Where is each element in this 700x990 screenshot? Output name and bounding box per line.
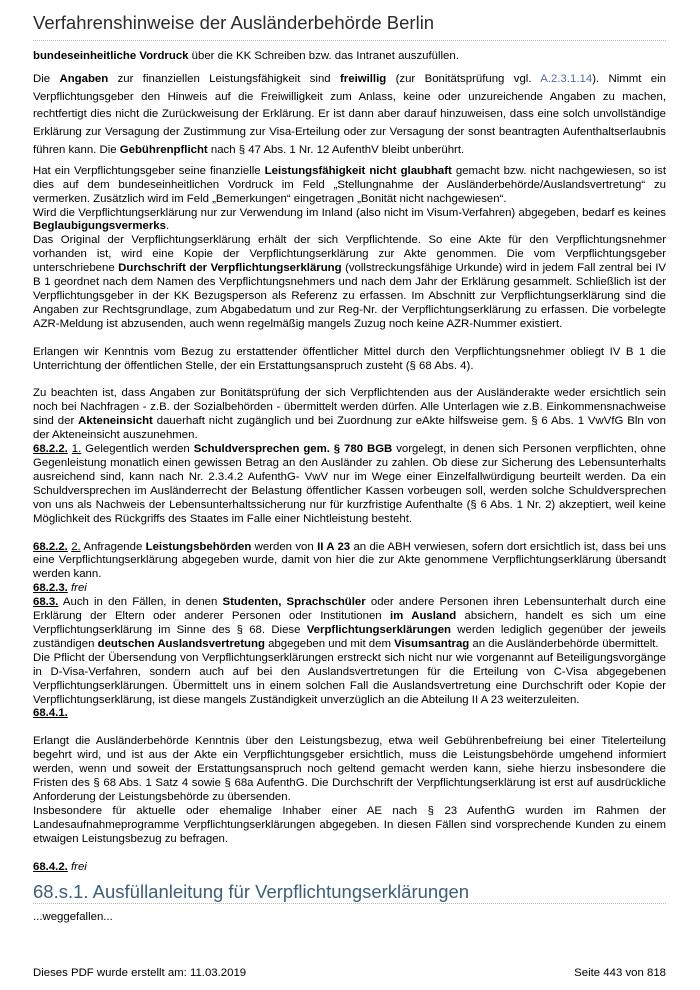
section-ref[interactable]: 68.2.2.	[33, 540, 68, 553]
paragraph-landesaufnahme: Insbesondere für aktuelle oder ehemalige Inhaber einer AE nach § 23 AufenthG wurden im Rahmen der Landesaufnahmeprogramme Verpflichtungserklärungen abgegeben. In diesen Fällen sind vorsprechende Kunden zu einem etwaigen Leistungsbezug zu befragen.	[33, 804, 666, 845]
section-68-2-3: 68.2.3. frei	[33, 582, 87, 595]
section-divider	[33, 903, 666, 904]
footer-page-number: Seite 443 von 818	[574, 967, 666, 979]
paragraph-leistungsfaehigkeit: Hat ein Verpflichtungsgeber seine finanzielle Leistungsfähigkeit nicht glaubhaft gemacht bzw. nicht nachgewiesen, so ist dies auf dem bundeseinheitlichen Vordruck im Feld „Stellungnahme der Ausländerbehörde/Auslandsvertretung“ zu vermerken. Zusätzlich wird im Feld „Bemerkungen“ eingetragen „Bonität nicht nachgewiesen“.	[33, 164, 666, 205]
section-ref[interactable]: 68.4.2.	[33, 860, 68, 873]
paragraph-bonitaet: Zu beachten ist, dass Angaben zur Bonitätsprüfung der sich Verpflichtenden aus der Ausländerakte weder ersichtlich sein noch bei Nachfragen - z.B. der Sozialbehörden - übermittelt werden dürfen. Alle Unterlagen wie z.B. Einkommensnachweise sind der Akteneinsicht dauerhaft nicht zugänglich und bei Zuordnung zur eAkte hilfsweise gem. § 6 Abs. 1 VwVfG Bln von der Akteneinsicht auszunehmen.	[33, 387, 666, 442]
paragraph-c-visa: Die Pflicht der Übersendung von Verpflichtungserklärungen erstreckt sich nicht nur wie vorgenannt auf Beteiligungsvorgänge in D-Visa-Verfahren, sondern auch auf bei den Auslandsvertretungen für die Erteilung von C-Visa abgegebenen Verpflichtungserklärungen. Übermittelt uns in einem solchen Fall die Auslandsvertretung eine Durchschrift oder Kopie der Verpflichtungserklärung, ist diese mangels Zuständigkeit unverzüglich an die Abteilung II A 23 weiterzuleiten.	[33, 651, 666, 706]
link-a-2-3-1-14[interactable]: A.2.3.1.14	[540, 72, 593, 85]
section-68-2-2-1: 68.2.2. 1. Gelegentlich werden Schuldversprechen gem. § 780 BGB vorgelegt, in denen sich Personen verpflichten, ohne Gegenleistung monatlich einen gewissen Betrag an den Ausländer zu zahlen. Ob diese zur Sicherung des Lebensunterhalts ausreichend sind, kann nach Nr. 2.3.4.2 AufenthG- VwV nur im Wege einer Einzelfallwürdigung beurteilt werden. Da ein Schuldversprechen im Ausländerrecht der Belastung öffentlicher Kassen vorbeugen soll, werden solche Schuldversprechen von uns als Nachweis der Lebensunterhaltssicherung nur für kurzfristige Aufenthalte (§ 6 Abs. 1 Nr. 2) akzeptiert, weil keine Möglichkeit des Rückgriffs des Staates im Falle einer Nichtleistung besteht.	[33, 443, 666, 525]
document-title: Verfahrenshinweise der Ausländerbehörde Berlin	[33, 12, 435, 33]
section-68-4-2: 68.4.2. frei	[33, 860, 87, 873]
section-ref[interactable]: 68.2.2.	[33, 443, 68, 456]
paragraph-inland: Wird die Verpflichtungserklärung nur zur Verwendung im Inland (also nicht im Visum-Verfahren) abgegeben, bedarf es keines Beglaubigungsvermerks.	[33, 206, 666, 233]
paragraph-leistungsbezug: Erlangt die Ausländerbehörde Kenntnis über den Leistungsbezug, etwa weil Gebührenbefreiung bei einer Titelerteilung begehrt wird, und ist aus der Akte ein Verpflichtungsgeber ersichtlich, muss die Leistungsbehörde umgehend informiert werden, wenn und soweit der Erstattungsanspruch noch geltend gemacht werden kann, siehe hierzu insbesondere die Fristen des § 68 Abs. 1 Satz 4 sowie § 68a AufenthG. Die Durchschrift der Verpflichtungserklärung ist erst auf ausdrückliche Anforderung der Leistungsbehörde zu übersenden.	[33, 735, 666, 803]
section-ref[interactable]: 68.3.	[33, 596, 59, 609]
paragraph-erstattung: Erlangen wir Kenntnis vom Bezug zu erstattender öffentlicher Mittel durch den Verpflichtungsnehmer obliegt IV B 1 die Unterrichtung der öffentlichen Stelle, der ein Erstattungsanspruch zusteht (§ 68 Abs. 4).	[33, 345, 666, 372]
section-body: ...weggefallen...	[33, 911, 113, 924]
section-68-2-2-2: 68.2.2. 2. Anfragende Leistungsbehörden werden von II A 23 an die ABH verwiesen, sofern dort ersichtlich ist, dass bei uns eine Verpflichtungserklärung abgegeben wurde, damit von hier die zur Akte genommene Verpflichtungserklärung übersandt werden kann.	[33, 540, 667, 581]
section-68-3: 68.3. Auch in den Fällen, in denen Studenten, Sprachschüler oder andere Personen ihren Lebensunterhalt durch eine Erklärung der Eltern oder anderer Personen oder Institutionen im Ausland absichern, handelt es sich um eine Verpflichtungserklärung im Sinne des § 68. Diese Verpflichtungserklärungen werden lediglich gegenüber der jeweils zuständigen deutschen Auslandsvertretung abgegeben und mit dem Visumsantrag an die Ausländerbehörde übermittelt.	[33, 596, 667, 650]
paragraph-original: Das Original der Verpflichtungserklärung erhält der sich Verpflichtende. So eine Akte für den Verpflichtungsnehmer vorhanden ist, wird eine Kopie der Verpflichtungserklärung zur Akte genommen. Die vom Verpflichtungsgeber unterschriebene Durchschrift der Verpflichtungserklärung (vollstreckungsfähige Urkunde) wird in jedem Fall zentral bei IV B 1 geordnet nach dem Namen des Verpflichtungsnehmers und nach dem Jahr der Erklärung gesammelt. Schließlich ist der Verpflichtungsgeber in der KK Bezugsperson als Referenz zu erfassen. Im Abschnitt zur Verpflichtungserklärung sind die Angaben zur Rechtsgrundlage, zum Abgabedatum und zur Reg-Nr. der Verpflichtungserklärung zu erfassen. Die vorbelegte AZR-Meldung ist abzusenden, auch wenn regelmäßig mangels Zuzug noch keine AZR-Nummer existiert.	[33, 234, 667, 330]
footer-created: Dieses PDF wurde erstellt am: 11.03.2019	[33, 967, 247, 979]
section-ref[interactable]: 68.4.1.	[33, 707, 68, 720]
section-ref[interactable]: 68.2.3.	[33, 582, 68, 595]
document-page	[33, 10, 666, 925]
paragraph-vordruck: bundeseinheitliche Vordruck über die KK Schreiben bzw. das Intranet auszufüllen.	[33, 50, 459, 62]
title-divider	[33, 40, 666, 41]
section-heading: 68.s.1. Ausfüllanleitung für Verpflichtungserklärungen	[33, 881, 470, 903]
paragraph-angaben: Die Angaben zur finanziellen Leistungsfähigkeit sind freiwillig (zur Bonitätsprüfung vgl. A.2.3.1.14). Nimmt ein Verpflichtungsgeber den Hinweis auf die Freiwilligkeit zum Anlass, keine oder unzureichende Angaben zu machen, rechtfertigt dies nicht die Zurückweisung der Erklärung. Er ist dann aber darauf hinzuweisen, dass eine solch unvollständige Erklärung zur Versagung der Zustimmung zur Visa-Erteilung oder zur Versagung der sonst beantragten Aufenthaltserlaubnis führen kann. Die Gebührenpflicht nach § 47 Abs. 1 Nr. 12 AufenthV bleibt unberührt.	[33, 72, 667, 156]
section-68-4-1	[33, 707, 666, 721]
